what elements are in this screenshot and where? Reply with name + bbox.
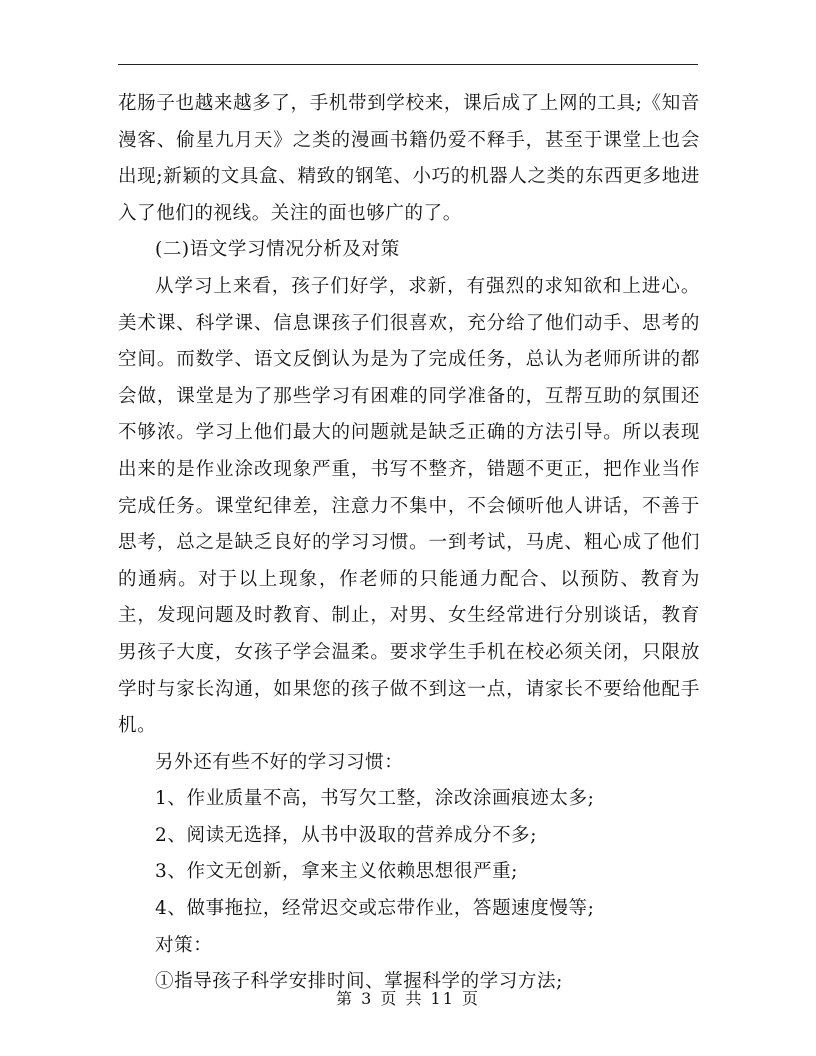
countermeasures-label: 对策： xyxy=(155,934,213,956)
page-number-label: 第 3 页 共 11 页 xyxy=(336,989,480,1008)
paragraph-analysis: 从学习上来看，孩子们好学，求新，有强烈的求知欲和上进心。美术课、科学课、信息课孩子们很喜欢，充分给了他们动手、思考的空间。而数学、语文反倒认为是为了完成任务，总认为老师所讲的都会做，课堂是为了那些学习有困难的同学准备的，互帮互助的氛围还不够浓。学习上他们最大的问题就是缺乏正确的方法引导。所以表现出来的是作业涂改现象严重，书写不整齐，错题不更正，把作业当作完成任务。课堂纪律差，注意力不集中，不会倾听他人讲话，不善于思考，总之是缺乏良好的学习习惯。一到考试，马虎、粗心成了他们的通病。对于以上现象，作老师的只能通力配合、以预防、教育为主，发现问题及时教育、制止，对男、女生经常进行分别谈话，教育男孩子大度，女孩子学会温柔。要求学生手机在校必须关闭，只限放学时与家长沟通，如果您的孩子做不到这一点，请家长不要给他配手机。 xyxy=(118,275,700,737)
header-rule xyxy=(118,64,698,65)
list-item-3: 3、作文无创新，拿来主义依赖思想很严重; xyxy=(155,861,519,883)
list-item-4: 4、做事拖拉，经常迟交或忘带作业，答题速度慢等; xyxy=(155,898,595,920)
page-footer xyxy=(0,986,816,1009)
paragraph-continuation: 花肠子也越来越多了，手机带到学校来，课后成了上网的工具;《知音漫客、偷星九月天》之类的漫画书籍仍爱不释手，甚至于课堂上也会出现;新颖的文具盒、精致的钢笔、小巧的机器人之类的东西更多地进入了他们的视线。关注的面也够广的了。 xyxy=(118,93,700,224)
list-item-2: 2、阅读无选择，从书中汲取的营养成分不多; xyxy=(155,824,538,846)
document-body xyxy=(118,86,700,1001)
section-heading: (二)语文学习情况分析及对策 xyxy=(155,239,400,261)
countermeasure-item-1: ①指导孩子科学安排时间、掌握科学的学习方法; xyxy=(155,971,563,993)
list-item-1: 1、作业质量不高，书写欠工整，涂改涂画痕迹太多; xyxy=(155,788,595,810)
paragraph-habits-intro: 另外还有些不好的学习习惯： xyxy=(155,751,404,773)
